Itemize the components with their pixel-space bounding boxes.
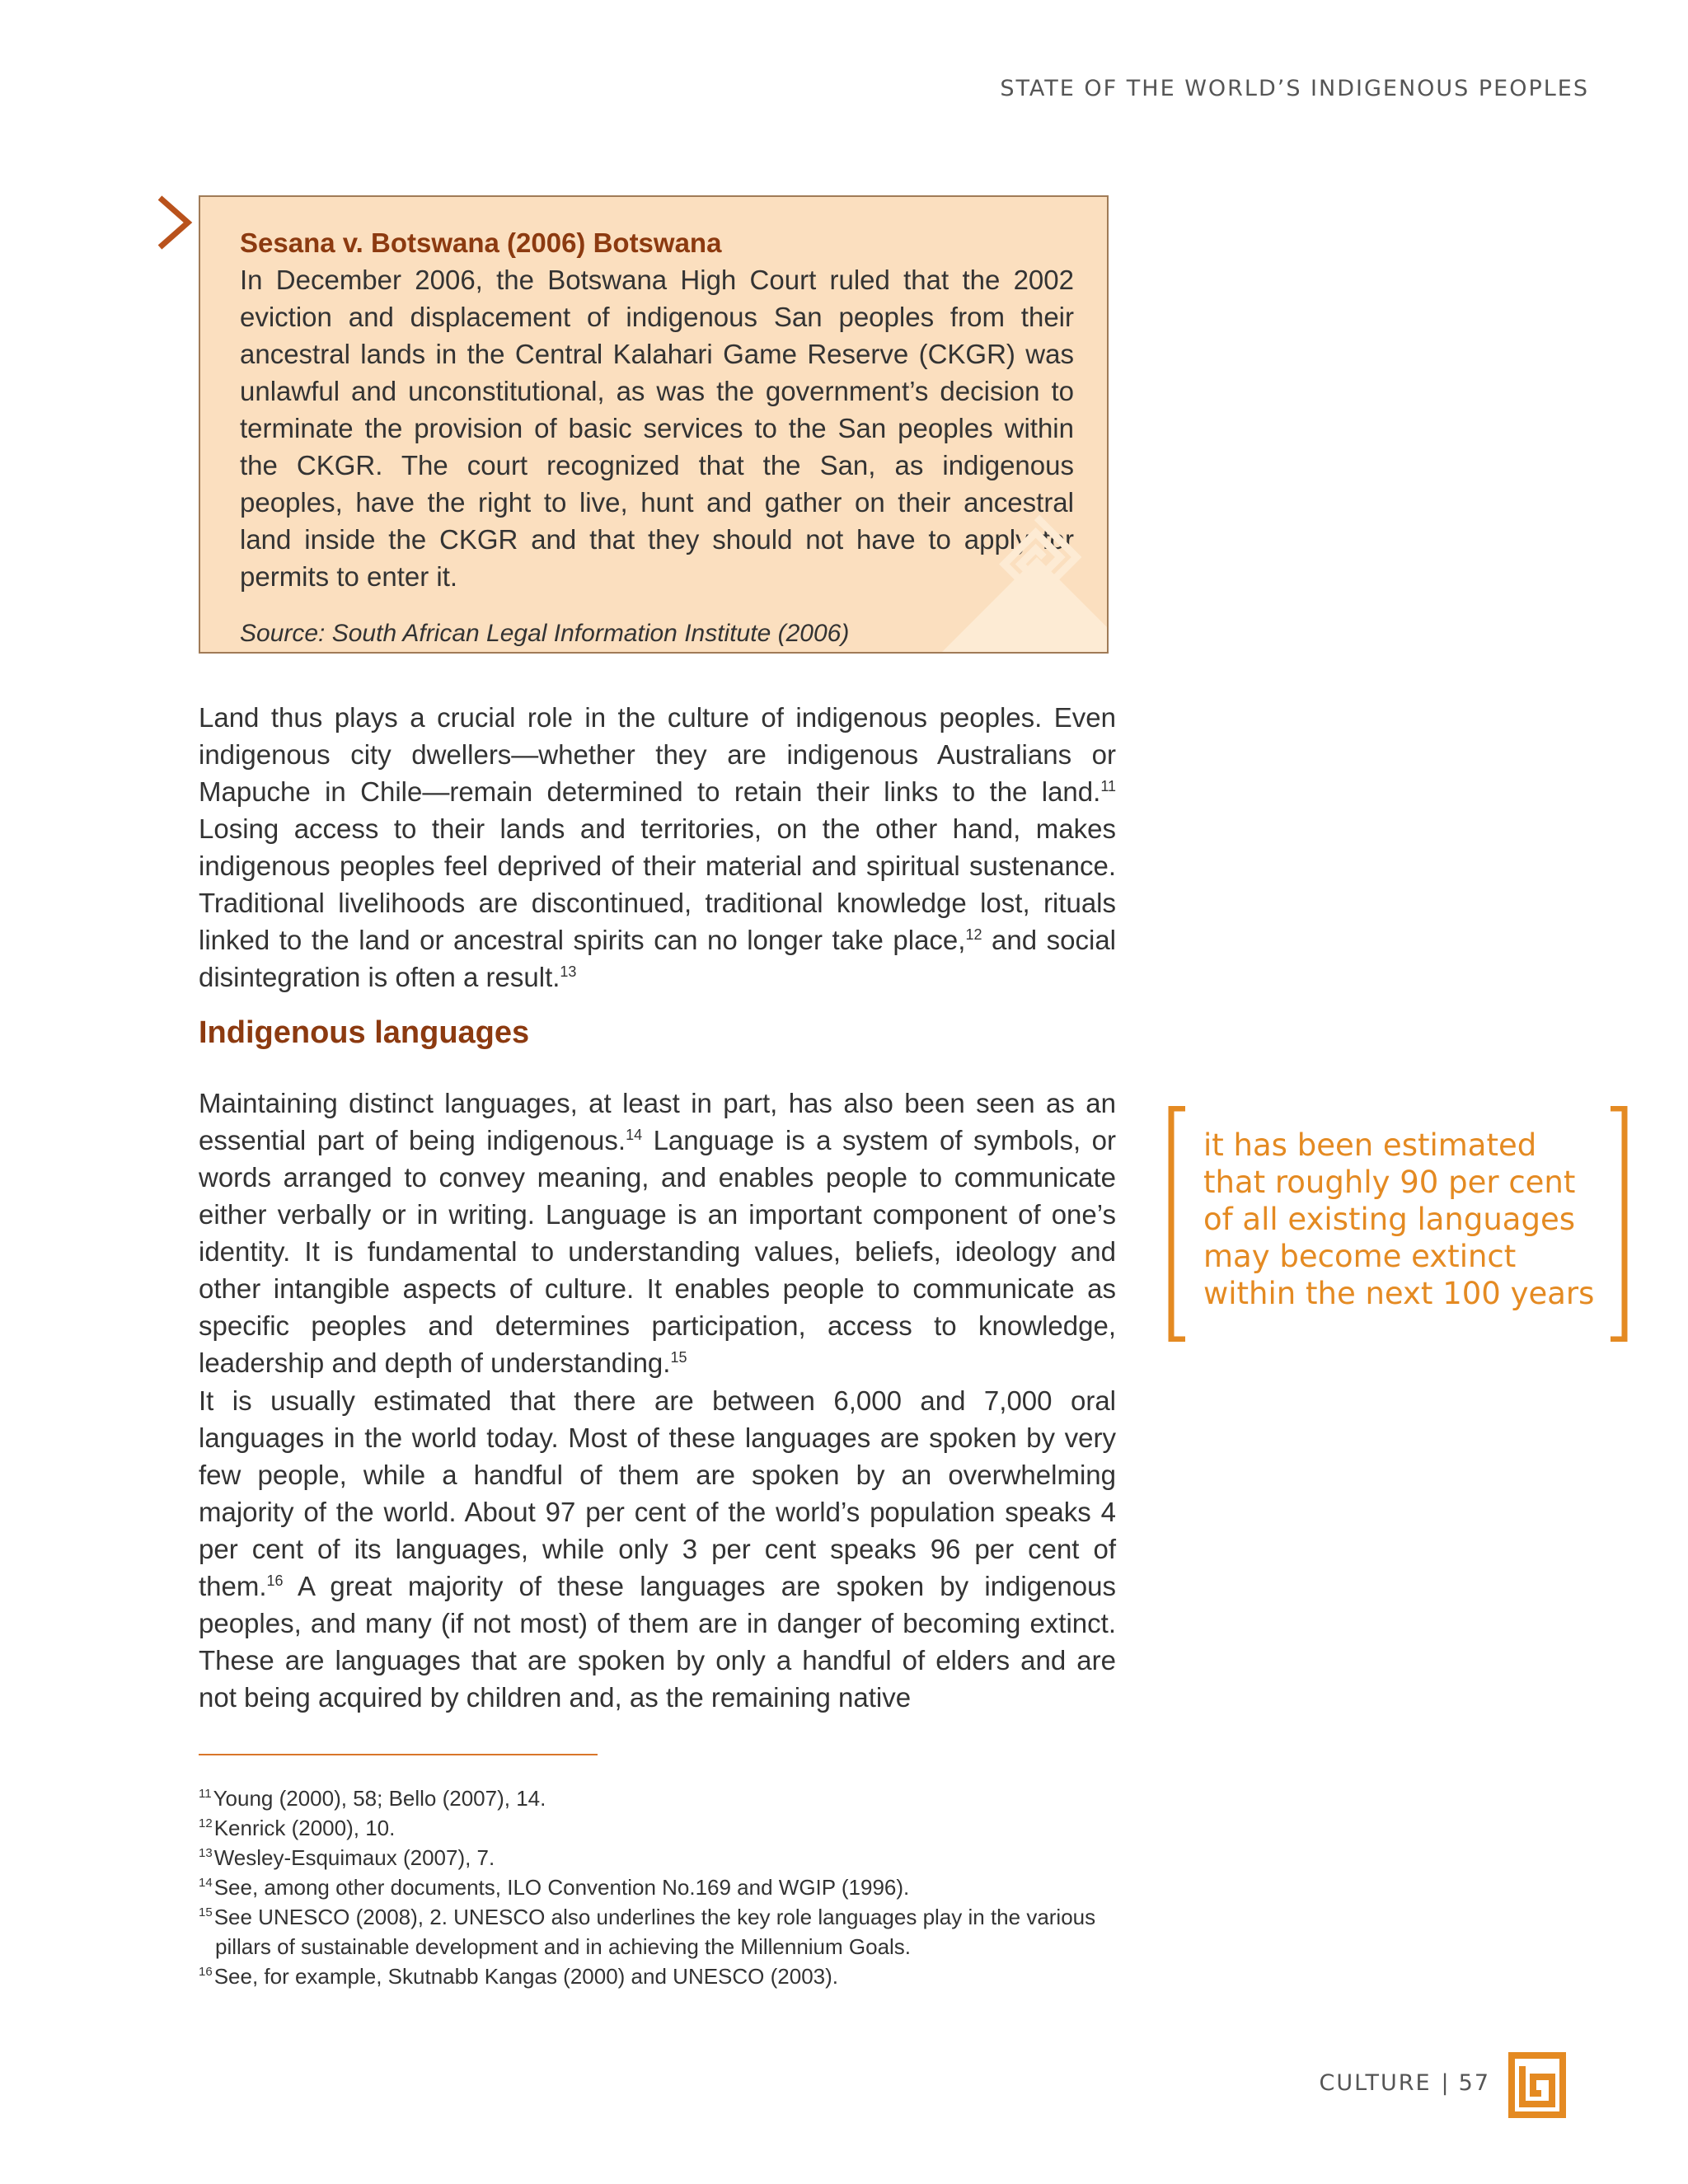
paragraph-text: and social disintegration is often a result. (199, 925, 1117, 992)
case-study-source: Source: South African Legal Information Institute (2006) (240, 620, 850, 647)
paragraph-text: A great majority of these languages are spoken by indigenous peoples, and many (if not most) of them are in danger of becoming extinct. These are languages that are spoken by only a handful of elders and are not being acquired by children and, as the remaining native (199, 1571, 1116, 1713)
paragraph-language-statistics (199, 1382, 1116, 1716)
footnote-text: See UNESCO (2008), 2. UNESCO also underlines the key role languages play in the various pillars of sustainable development and in achieving the Millennium Goals. (213, 1905, 1096, 1959)
section-name: CULTURE (1319, 2070, 1432, 2096)
page-number: 57 (1458, 2070, 1490, 2096)
footnote-text: Young (2000), 58; Bello (2007), 14. (213, 1786, 546, 1811)
running-head: STATE OF THE WORLD’S INDIGENOUS PEOPLES (1000, 76, 1589, 101)
chevron-right-icon (155, 194, 193, 251)
footnote-number: 13 (199, 1846, 213, 1860)
paragraph-text: Language is a system of symbols, or words arranged to convey meaning, and enables people to communicate either verbally or in writing. Language is an important component of one’s identity. It is fundamental to understanding values, beliefs, ideology and other intangible aspects of culture. It enables people to communicate as specific peoples and determines participation, access to knowledge, leadership and depth of understanding. (199, 1125, 1116, 1378)
spiral-logo-icon (1508, 2052, 1566, 2118)
footnote-ref[interactable]: 16 (266, 1572, 284, 1589)
case-study-title: Sesana v. Botswana (2006) Botswana (240, 227, 722, 258)
case-study-body: In December 2006, the Botswana High Court ruled that the 2002 eviction and displacement of indigenous San peoples from their ancestral lands in the Central Kalahari Game Reserve (CKGR) was unlawful and unconstitutional, as was the government’s decision to terminate the provision of basic services to the San peoples within the CKGR. The court recognized that the San, as indigenous peoples, have the right to live, hunt and gather on their ancestral land inside the CKGR and that they should not have to apply for permits to enter it. (240, 265, 1074, 592)
case-study-box (199, 195, 1109, 654)
footnote-number: 16 (199, 1965, 213, 1979)
footnote-text: Wesley-Esquimaux (2007), 7. (213, 1845, 495, 1870)
paragraph-text: Maintaining distinct languages, at least in part, has also been seen as an essential part of being indigenous. (199, 1088, 1116, 1155)
right-bracket-icon (1609, 1106, 1629, 1342)
footnote-ref[interactable]: 14 (626, 1127, 643, 1143)
footnote-number: 12 (199, 1816, 213, 1830)
section-heading: Indigenous languages (199, 1015, 530, 1050)
footnote (199, 1961, 1130, 1991)
footnote-text: See, among other documents, ILO Convention No.169 and WGIP (1996). (213, 1875, 910, 1900)
footnote-ref[interactable]: 12 (965, 926, 982, 943)
paragraph-text: Losing access to their lands and territories, on the other hand, makes indigenous peoples feel deprived of their material and spiritual sustenance. Traditional livelihoods are discontinued, traditional knowledge lost, rituals linked to the land or ancestral spirits can no longer take place, (199, 813, 1116, 955)
footnote-ref[interactable]: 11 (1100, 778, 1116, 794)
folio-separator: | (1441, 2070, 1449, 2096)
pull-quote: it has been estimated that roughly 90 per cent of all existing languages may become extinct within the next 100 years (1203, 1127, 1595, 1311)
footnote-ref[interactable]: 15 (670, 1349, 687, 1366)
footnote-text: See, for example, Skutnabb Kangas (2000) and UNESCO (2003). (213, 1964, 839, 1989)
footnote (199, 1843, 1130, 1872)
paragraph-text: Land thus plays a crucial role in the culture of indigenous peoples. Even indigenous city dwellers—whether they are indigenous Australians or Mapuche in Chile—remain determined to retain their links to the land. (199, 702, 1116, 807)
footnote (199, 1902, 1130, 1961)
paragraph-land (199, 699, 1116, 996)
spiral-watermark-icon (942, 487, 1107, 652)
page-folio (1320, 2070, 1490, 2096)
footnote-ref[interactable]: 13 (560, 963, 577, 980)
paragraph-language-identity (199, 1085, 1116, 1381)
footnote-number: 11 (199, 1787, 212, 1801)
footnote (199, 1813, 1130, 1843)
footnote-text: Kenrick (2000), 10. (213, 1816, 396, 1840)
footnote (199, 1783, 1130, 1813)
paragraph-text: It is usually estimated that there are between 6,000 and 7,000 oral languages in the world today. Most of these languages are spoken by very few people, while a handful of them are spoken by an overwhelming majority of the world. About 97 per cent of the world’s population speaks 4 per cent of its languages, while only 3 per cent speaks 96 per cent of them. (199, 1385, 1116, 1601)
footnote-number: 14 (199, 1876, 213, 1890)
left-bracket-icon (1167, 1106, 1187, 1342)
footnotes (199, 1783, 1130, 1991)
footnote-number: 15 (199, 1905, 213, 1919)
footnote-divider (199, 1754, 598, 1755)
footnote (199, 1872, 1130, 1902)
